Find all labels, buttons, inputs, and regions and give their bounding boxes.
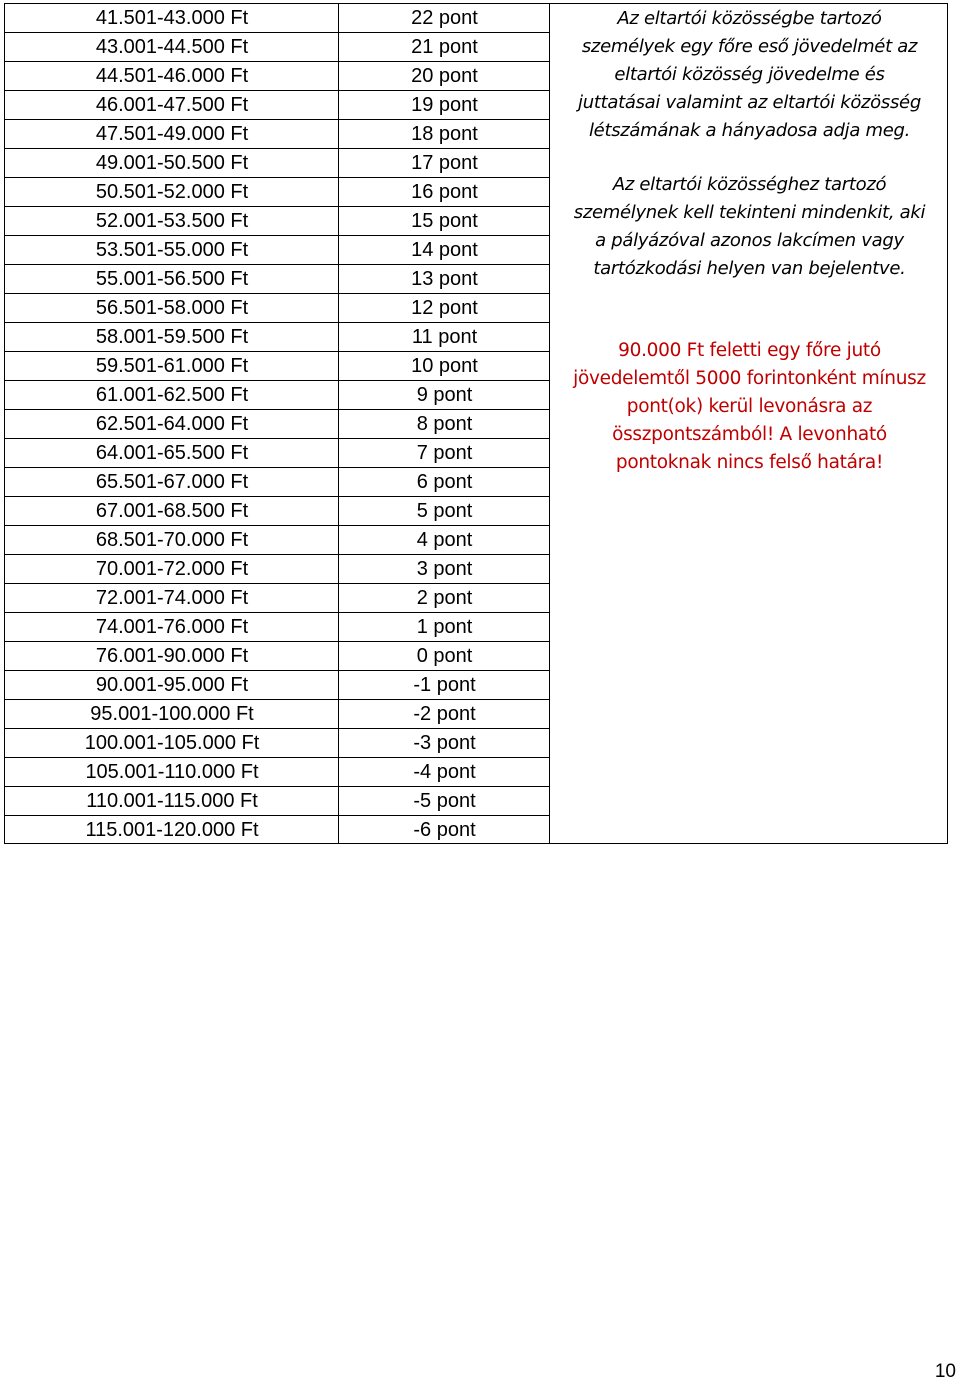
row-divider	[339, 32, 550, 33]
income-range-cell: 100.001-105.000 Ft	[84, 732, 260, 754]
row-divider	[5, 786, 339, 787]
notes-cell	[551, 4, 948, 477]
row-divider	[5, 815, 339, 816]
column-divider-2	[549, 4, 550, 843]
warning-line: pontoknak nincs felső határa!	[615, 452, 884, 473]
row-divider	[339, 612, 550, 613]
income-range-cell: 62.501-64.000 Ft	[95, 413, 249, 435]
row-divider	[5, 148, 339, 149]
row-divider	[339, 264, 550, 265]
points-cell: 3 pont	[416, 558, 473, 580]
income-range-cell: 46.001-47.500 Ft	[95, 94, 249, 116]
points-cell: 17 pont	[411, 152, 478, 174]
points-cell: 12 pont	[411, 297, 478, 319]
row-divider	[5, 554, 339, 555]
row-divider	[339, 815, 550, 816]
points-cell: 10 pont	[411, 355, 478, 377]
points-cell: 8 pont	[416, 413, 473, 435]
row-divider	[5, 119, 339, 120]
row-divider	[339, 322, 550, 323]
points-cell: 1 pont	[416, 616, 473, 638]
income-range-cell: 55.001-56.500 Ft	[95, 268, 249, 290]
income-range-cell: 72.001-74.000 Ft	[95, 587, 249, 609]
note-line: Az eltartói közösségbe tartozó	[617, 8, 882, 29]
points-cell: 2 pont	[416, 587, 473, 609]
points-cell: 15 pont	[411, 210, 478, 232]
note-line: a pályázóval azonos lakcímen vagy	[595, 230, 904, 251]
points-cell: -1 pont	[413, 674, 476, 696]
income-range-cell: 56.501-58.000 Ft	[95, 297, 249, 319]
income-range-cell: 44.501-46.000 Ft	[95, 65, 249, 87]
row-divider	[5, 699, 339, 700]
points-cell: -5 pont	[413, 790, 476, 812]
household-definition-note	[551, 5, 948, 145]
row-divider	[5, 467, 339, 468]
row-divider	[339, 641, 550, 642]
income-range-cell: 110.001-115.000 Ft	[86, 790, 258, 812]
points-cell: 11 pont	[411, 326, 478, 348]
income-range-cell: 105.001-110.000 Ft	[85, 761, 259, 783]
row-divider	[5, 264, 339, 265]
row-divider	[5, 641, 339, 642]
income-range-cell: 68.501-70.000 Ft	[95, 529, 249, 551]
row-divider	[339, 438, 550, 439]
row-divider	[5, 409, 339, 410]
row-divider	[339, 293, 550, 294]
row-divider	[339, 206, 550, 207]
note-line: személynek kell tekinteni mindenkit, aki	[573, 202, 926, 223]
row-divider	[339, 554, 550, 555]
row-divider	[339, 496, 550, 497]
points-cell: 21 pont	[411, 36, 478, 58]
page-number: 10	[934, 1361, 956, 1382]
note-line: Az eltartói közösséghez tartozó	[612, 174, 887, 195]
row-divider	[5, 525, 339, 526]
row-divider	[5, 235, 339, 236]
row-divider	[339, 148, 550, 149]
row-divider	[5, 670, 339, 671]
row-divider	[5, 351, 339, 352]
points-cell: 20 pont	[411, 65, 478, 87]
points-cell: 19 pont	[411, 94, 478, 116]
income-range-cell: 65.501-67.000 Ft	[95, 471, 249, 493]
household-member-note	[551, 171, 948, 283]
row-divider	[5, 61, 339, 62]
row-divider	[5, 438, 339, 439]
income-range-cell: 115.001-120.000 Ft	[85, 819, 259, 841]
row-divider	[339, 525, 550, 526]
row-divider	[339, 699, 550, 700]
points-cell: 16 pont	[411, 181, 478, 203]
row-divider	[5, 293, 339, 294]
row-divider	[5, 583, 339, 584]
income-range-cell: 64.001-65.500 Ft	[95, 442, 249, 464]
income-range-cell: 70.001-72.000 Ft	[95, 558, 249, 580]
points-cell: 9 pont	[416, 384, 473, 406]
row-divider	[339, 61, 550, 62]
row-divider	[339, 467, 550, 468]
income-range-cell: 52.001-53.500 Ft	[95, 210, 249, 232]
note-line: személyek egy főre eső jövedelmét az	[581, 36, 918, 57]
income-range-cell: 50.501-52.000 Ft	[95, 181, 249, 203]
row-divider	[5, 757, 339, 758]
note-line: juttatásai valamint az eltartói közösség	[578, 92, 921, 113]
points-cell: -2 pont	[413, 703, 476, 725]
income-range-cell: 76.001-90.000 Ft	[95, 645, 249, 667]
points-cell: 0 pont	[416, 645, 473, 667]
row-divider	[339, 90, 550, 91]
income-points-table	[4, 3, 948, 844]
deduction-warning	[551, 337, 948, 477]
warning-line: jövedelemtől 5000 forintonként mínusz	[573, 368, 926, 389]
points-cell: 22 pont	[411, 7, 478, 29]
note-line: tartózkodási helyen van bejelentve.	[593, 258, 906, 279]
row-divider	[5, 728, 339, 729]
income-range-cell: 53.501-55.000 Ft	[95, 239, 249, 261]
income-range-cell: 67.001-68.500 Ft	[95, 500, 249, 522]
points-cell: 18 pont	[411, 123, 478, 145]
income-range-cell: 43.001-44.500 Ft	[95, 36, 249, 58]
income-range-cell: 58.001-59.500 Ft	[95, 326, 249, 348]
income-range-cell: 49.001-50.500 Ft	[95, 152, 249, 174]
row-divider	[5, 380, 339, 381]
row-divider	[339, 786, 550, 787]
note-line: létszámának a hányadosa adja meg.	[588, 120, 911, 141]
row-divider	[5, 206, 339, 207]
column-divider-1	[338, 4, 339, 843]
row-divider	[339, 380, 550, 381]
warning-line: 90.000 Ft feletti egy főre jutó	[618, 340, 881, 361]
points-cell: -3 pont	[413, 732, 476, 754]
income-range-cell: 61.001-62.500 Ft	[95, 384, 249, 406]
points-cell: 14 pont	[411, 239, 478, 261]
row-divider	[339, 757, 550, 758]
row-divider	[5, 496, 339, 497]
points-column	[339, 4, 550, 845]
points-cell: 5 pont	[416, 500, 473, 522]
note-line: eltartói közösség jövedelme és	[614, 64, 885, 85]
points-cell: -6 pont	[413, 819, 476, 841]
row-divider	[339, 670, 550, 671]
points-cell: -4 pont	[413, 761, 476, 783]
income-range-cell: 47.501-49.000 Ft	[95, 123, 249, 145]
row-divider	[339, 177, 550, 178]
row-divider	[5, 177, 339, 178]
row-divider	[5, 612, 339, 613]
row-divider	[339, 409, 550, 410]
row-divider	[339, 351, 550, 352]
income-range-cell: 59.501-61.000 Ft	[95, 355, 249, 377]
points-cell: 7 pont	[416, 442, 473, 464]
row-divider	[5, 32, 339, 33]
row-divider	[339, 235, 550, 236]
warning-line: pont(ok) kerül levonásra az	[626, 396, 873, 417]
row-divider	[339, 119, 550, 120]
income-range-cell: 95.001-100.000 Ft	[90, 703, 254, 725]
income-range-cell: 41.501-43.000 Ft	[95, 7, 249, 29]
warning-line: összpontszámból! A levonható	[612, 424, 887, 445]
points-cell: 6 pont	[416, 471, 473, 493]
points-cell: 13 pont	[411, 268, 478, 290]
row-divider	[5, 322, 339, 323]
points-cell: 4 pont	[416, 529, 473, 551]
income-column	[5, 4, 339, 845]
row-divider	[339, 728, 550, 729]
row-divider	[339, 583, 550, 584]
income-range-cell: 74.001-76.000 Ft	[95, 616, 249, 638]
row-divider	[5, 90, 339, 91]
income-range-cell: 90.001-95.000 Ft	[95, 674, 249, 696]
